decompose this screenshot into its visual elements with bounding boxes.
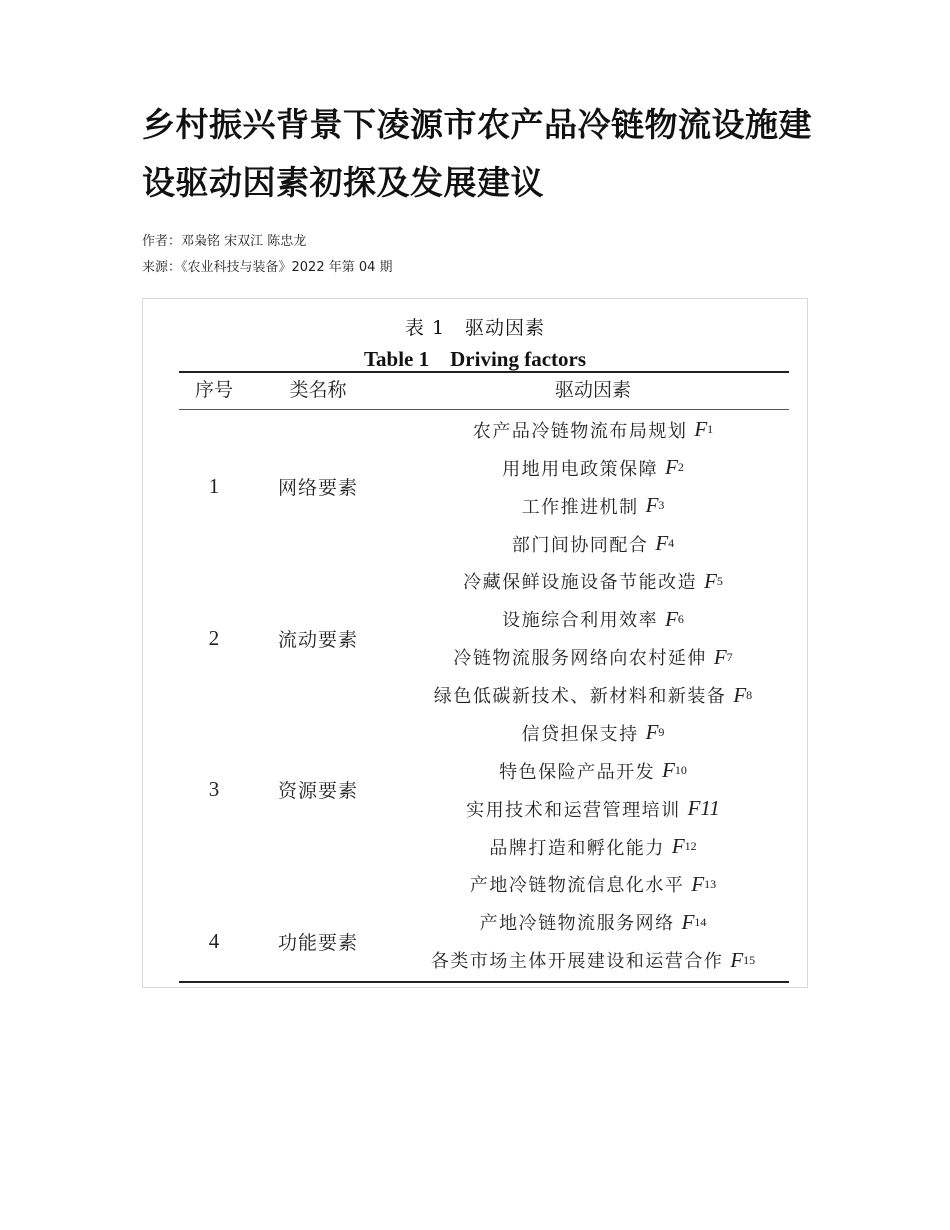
author-line: 作者：邓枭铭 宋双江 陈忠龙 — [142, 234, 307, 249]
table-group — [143, 563, 807, 715]
group-category: 流动要素 — [277, 628, 358, 651]
factor-symbol: F — [713, 644, 727, 669]
factor-subscript: 1 — [707, 422, 714, 437]
factor-symbol: F — [681, 909, 695, 934]
factor-subscript: 4 — [668, 536, 675, 551]
factor-item — [388, 449, 798, 487]
factor-item — [388, 790, 798, 828]
factor-text: 信贷担保支持 — [521, 723, 639, 745]
factor-item — [388, 563, 798, 601]
factor-symbol: F — [671, 834, 685, 859]
factor-item — [388, 600, 798, 638]
factor-item — [388, 941, 798, 979]
factor-symbol: F — [733, 682, 747, 707]
factor-list — [388, 411, 798, 563]
group-number: 3 — [208, 777, 220, 802]
factor-item — [388, 525, 798, 563]
article-title: 乡村振兴背景下凌源市农产品冷链物流设施建设驱动因素初探及发展建议 — [142, 105, 812, 202]
factor-subscript: 13 — [704, 876, 717, 891]
factor-text: 冷链物流服务网络向农村延伸 — [453, 648, 707, 670]
factor-subscript: 5 — [716, 573, 723, 588]
factor-subscript: 12 — [684, 839, 697, 854]
table-header-rule — [179, 409, 789, 410]
factor-item — [388, 903, 798, 941]
group-category: 资源要素 — [277, 780, 358, 803]
factor-text: 品牌打造和孵化能力 — [489, 837, 665, 859]
factor-item — [388, 866, 798, 904]
factor-item — [388, 828, 798, 866]
factor-item — [388, 411, 798, 449]
factor-item — [388, 638, 798, 676]
table-group — [143, 411, 807, 563]
factor-symbol: F — [662, 758, 675, 783]
factor-subscript: 10 — [674, 763, 687, 778]
factor-item — [388, 714, 798, 752]
factor-list — [388, 714, 798, 866]
factor-text: 产地冷链物流信息化水平 — [469, 875, 685, 897]
factor-item — [388, 752, 798, 790]
group-category: 功能要素 — [277, 931, 358, 954]
factor-text: 特色保险产品开发 — [499, 761, 656, 783]
table-body — [143, 411, 807, 1017]
factor-item — [388, 487, 798, 525]
factor-item — [388, 676, 798, 714]
factor-subscript: 8 — [746, 687, 753, 702]
table-bottom-rule — [179, 981, 789, 983]
header-factors: 驱动因素 — [554, 379, 631, 401]
factor-symbol: F — [691, 871, 705, 896]
header-no: 序号 — [194, 379, 233, 401]
group-number: 2 — [208, 625, 220, 650]
factor-symbol: F11 — [687, 796, 720, 821]
group-number: 1 — [208, 474, 220, 499]
header-category: 类名称 — [289, 379, 347, 401]
factor-symbol: F — [665, 455, 678, 480]
factor-symbol: F — [665, 606, 678, 631]
factor-subscript: 3 — [658, 498, 665, 513]
factor-symbol: F — [730, 947, 744, 972]
factor-symbol: F — [645, 493, 659, 518]
factor-subscript: 9 — [658, 725, 665, 740]
factor-symbol: F — [694, 417, 708, 442]
source-line: 来源：《农业科技与装备》2022 年第 04 期 — [142, 260, 393, 275]
factor-text: 农产品冷链物流布局规划 — [472, 420, 688, 442]
factor-list — [388, 866, 798, 1018]
factor-text: 实用技术和运营管理培训 — [466, 799, 681, 821]
table-group — [143, 714, 807, 866]
table-caption-en: Table 1 Driving factors — [363, 347, 587, 371]
group-category: 网络要素 — [277, 477, 358, 500]
factor-subscript: 2 — [677, 460, 684, 475]
factor-text: 冷藏保鲜设施设备节能改造 — [463, 572, 698, 594]
factor-text: 工作推进机制 — [521, 496, 639, 518]
factor-subscript: 7 — [726, 649, 733, 664]
factor-text: 部门间协同配合 — [511, 534, 649, 556]
table-caption-cn: 表 1 驱动因素 — [404, 317, 546, 339]
group-number: 4 — [208, 928, 220, 953]
factor-text: 各类市场主体开展建设和运营合作 — [430, 951, 724, 973]
factor-subscript: 14 — [694, 914, 707, 929]
factor-list — [388, 563, 798, 715]
factor-text: 设施综合利用效率 — [502, 610, 659, 632]
factor-symbol: F — [655, 531, 669, 556]
factor-text: 产地冷链物流服务网络 — [479, 913, 675, 935]
factor-subscript: 15 — [743, 952, 756, 967]
table-figure — [142, 298, 808, 988]
factor-text: 用地用电政策保障 — [502, 458, 659, 480]
factor-subscript: 6 — [677, 611, 684, 626]
factor-symbol: F — [645, 720, 659, 745]
factor-text: 绿色低碳新技术、新材料和新装备 — [433, 686, 727, 708]
factor-symbol: F — [704, 568, 717, 593]
table-top-rule — [179, 371, 789, 373]
table-group — [143, 866, 807, 1018]
